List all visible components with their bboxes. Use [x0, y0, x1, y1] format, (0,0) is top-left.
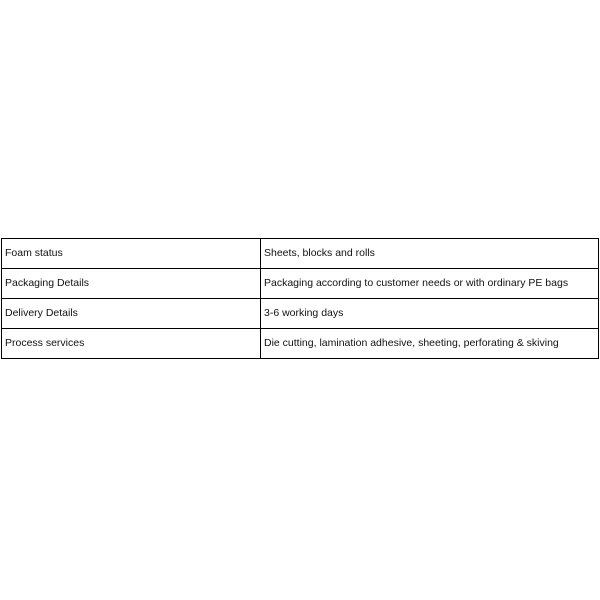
spec-value-delivery-details: 3-6 working days	[261, 299, 599, 329]
table-row	[2, 269, 599, 299]
spec-table-body	[2, 239, 599, 359]
spec-value-packaging-details: Packaging according to customer needs or with ordinary PE bags	[261, 269, 599, 299]
table-row	[2, 299, 599, 329]
table-row	[2, 329, 599, 359]
product-spec-table	[1, 238, 599, 359]
spec-label-packaging-details: Packaging Details	[2, 269, 261, 299]
spec-label-delivery-details: Delivery Details	[2, 299, 261, 329]
table-row	[2, 239, 599, 269]
spec-label-process-services: Process services	[2, 329, 261, 359]
spec-value-foam-status: Sheets, blocks and rolls	[261, 239, 599, 269]
spec-value-process-services: Die cutting, lamination adhesive, sheeting, perforating & skiving	[261, 329, 599, 359]
spec-label-foam-status: Foam status	[2, 239, 261, 269]
